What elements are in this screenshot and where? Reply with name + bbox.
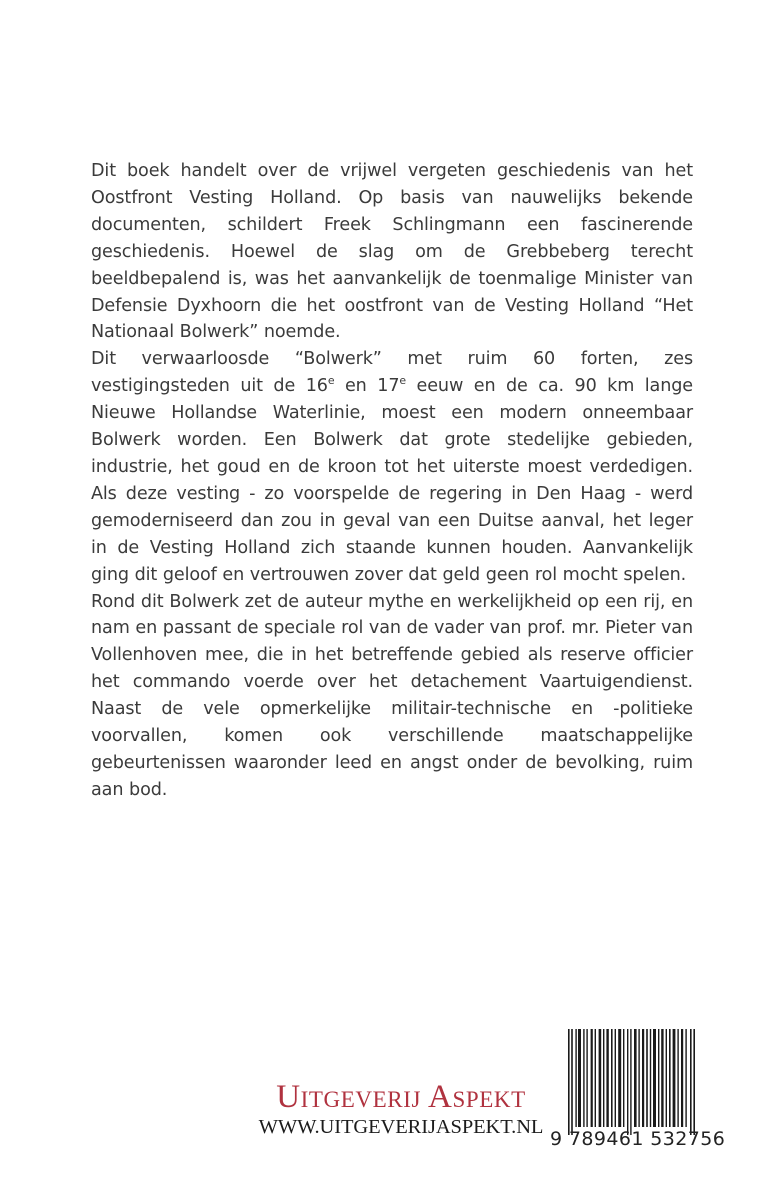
publisher-website-url: WWW.UITGEVERIJASPEKT.NL bbox=[258, 1116, 544, 1138]
isbn-barcode bbox=[550, 1029, 726, 1151]
blurb-paragraph-1: Dit boek handelt over de vrijwel vergeten geschiedenis van het Oostfront Vesting Holland. Op basis van nauwelijks bekende documenten, schildert Freek Schlingmann een fascinerende geschiedenis. Hoewel de slag om de Grebbeberg terecht beeldbepalend is, was het aanvankelijk de toenmalige Minister van Defensie Dyxhoorn die het oostfront van de Vesting Holland “Het Nationaal Bolwerk” noemde. bbox=[91, 161, 693, 343]
blurb-p2-seg-1: Dit verwaarloosde “Bolwerk” met ruim 60 forten, zes vestigingsteden uit de 16 bbox=[91, 349, 693, 397]
blurb-paragraph-2 bbox=[91, 346, 693, 588]
blurb-p2-seg-3: eeuw en de ca. 90 km lange Nieuwe Hollandse Waterlinie, moest een modern onneembaar Bolwerk worden. Een Bolwerk dat grote stedelijke gebieden, industrie, het goud en de kroon tot het uiterste moest verdedigen. Als deze vesting - zo voorspelde de regering in Den Haag - werd gemoderniseerd dan zou in geval van een Duitse aanval, het leger in de Vesting Holland zich staande kunnen houden. Aanvankelijk ging dit geloof en vertrouwen zover dat geld geen rol mocht spelen. bbox=[91, 376, 693, 585]
blurb-p2-superscript-16e: e bbox=[327, 374, 335, 388]
publisher-name: Uitgeverij Aspekt bbox=[276, 1079, 526, 1115]
barcode-human-readable-digits: 9 789461 532756 bbox=[550, 1128, 726, 1150]
blurb-paragraph-3: Rond dit Bolwerk zet de auteur mythe en werkelijkheid op een rij, en nam en passant de speciale rol van de vader van prof. mr. Pieter van Vollenhoven mee, die in het betreffende gebied als reserve officier het commando voerde over het detachement Vaartuigendienst. Naast de vele opmerkelijke militair-technische en -politieke voorvallen, komen ook verschillende maatschappelijke gebeurtenissen waaronder leed en angst onder de bevolking, ruim aan bod. bbox=[91, 591, 693, 800]
blurb-p2-seg-2: en 17 bbox=[334, 376, 400, 397]
publisher-imprint bbox=[236, 1079, 566, 1139]
blurb-p2-superscript-17e: e bbox=[399, 374, 406, 388]
back-cover-blurb bbox=[91, 158, 693, 804]
barcode-bars-icon bbox=[566, 1029, 704, 1135]
